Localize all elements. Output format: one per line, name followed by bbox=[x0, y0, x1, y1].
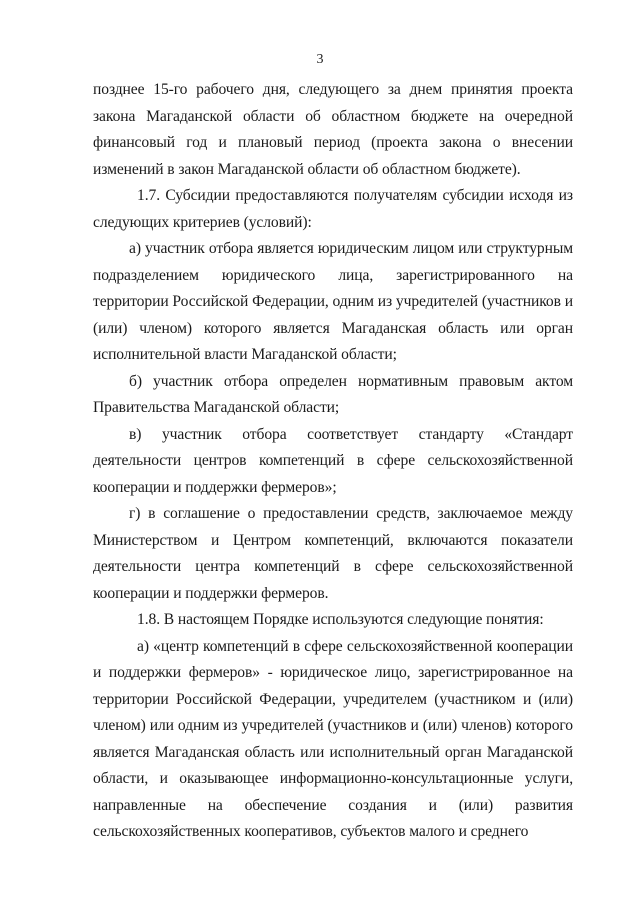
paragraph-1-7-criteria: 1.7. Субсидии предоставляются получателям субсидии исходя из следующих критериев (условий): bbox=[93, 187, 573, 231]
paragraph-criterion-a: а) участник отбора является юридическим лицом или структурным подразделением юридического лица, зарегистрированного на территории Российской Федерации, одним из учредителей (участников и (или) членом) которого является Магаданская область или орган исполнительной власти Магаданской области; bbox=[93, 240, 573, 363]
paragraph-criterion-v: в) участник отбора соответствует стандарту «Стандарт деятельности центров компетенций в сфере сельскохозяйственной кооперации и поддержки фермеров»; bbox=[93, 425, 573, 496]
page-number: 3 bbox=[316, 52, 324, 67]
paragraph-criterion-g: г) в соглашение о предоставлении средств, заключаемое между Министерством и Центром компетенций, включаются показатели деятельности центра компетенций в сфере сельскохозяйственной кооперации и поддержки фермеров. bbox=[93, 505, 573, 602]
paragraph-budget-deadline: позднее 15-го рабочего дня, следующего за днем принятия проекта закона Магаданской области об областном бюджете на очередной финансовый год и плановый период (проекта закона о внесении изменений в закон Магаданской области об областном бюджете). bbox=[93, 81, 573, 178]
paragraph-1-8-definitions: 1.8. В настоящем Порядке используются следующие понятия: bbox=[137, 611, 544, 628]
paragraph-criterion-b: б) участник отбора определен нормативным правовым актом Правительства Магаданской области; bbox=[93, 372, 573, 416]
paragraph-definition-a: а) «центр компетенций в сфере сельскохозяйственной кооперации и поддержки фермеров» - юридическое лицо, зарегистрированное на территории Российской Федерации, учредителем (участником и (или) членом) или одним из учредителей (участников и (или) членов) которого является Магаданская область или исполнительный орган Магаданской области, и оказывающее информационно-консультационные услуги, направленные на обеспечение создания и (или) развития сельскохозяйственных кооперативов, субъектов малого и среднего bbox=[93, 637, 573, 840]
document-body bbox=[93, 77, 573, 846]
